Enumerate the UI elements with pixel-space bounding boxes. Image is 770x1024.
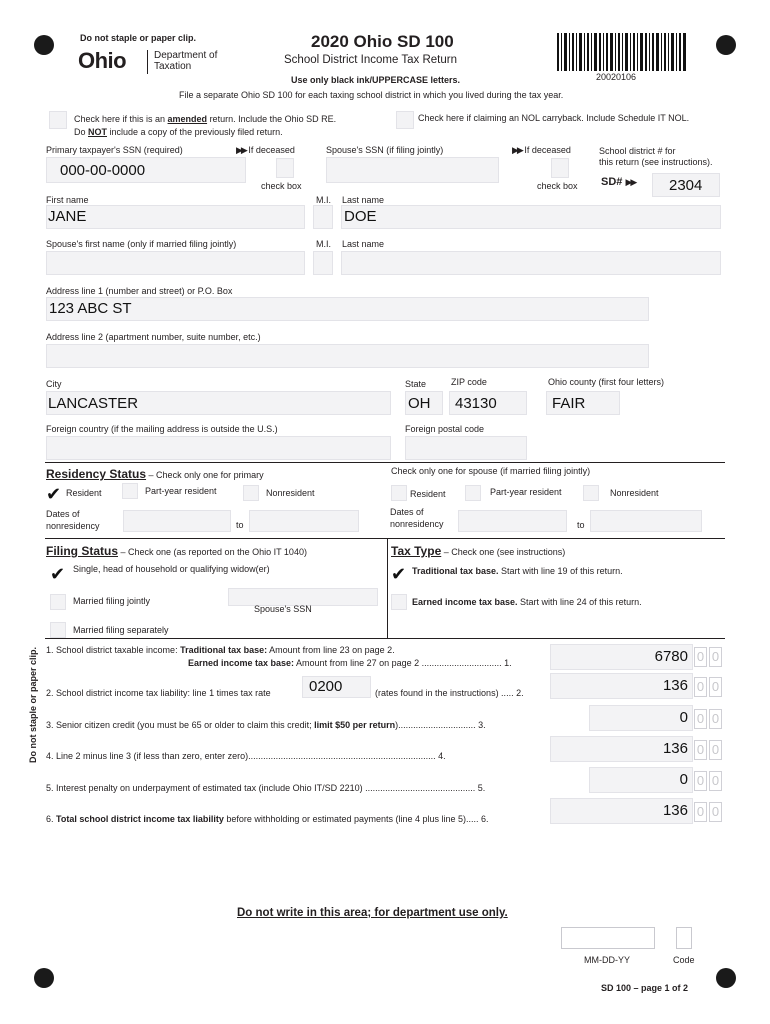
residency-heading: Residency Status – Check only one for primary bbox=[46, 467, 264, 481]
first-name-value: JANE bbox=[48, 208, 87, 225]
part-year-checkbox[interactable] bbox=[122, 483, 138, 499]
line1-value: 6780 bbox=[654, 648, 688, 665]
registration-mark bbox=[34, 968, 54, 988]
dept-use-note: Do not write in this area; for department use only. bbox=[237, 907, 508, 919]
barcode-number: 20020106 bbox=[596, 72, 637, 82]
school-district-label: School district # for this return (see instructions). bbox=[599, 146, 713, 167]
line5-cents: 0 0 bbox=[694, 771, 724, 793]
date-box[interactable] bbox=[561, 927, 655, 949]
ssn-value: 000-00-0000 bbox=[60, 162, 146, 179]
amended-checkbox[interactable] bbox=[49, 111, 67, 129]
foreign-country-field[interactable] bbox=[46, 436, 391, 460]
staple-note: Do not staple or paper clip. bbox=[80, 33, 197, 43]
spouse-ssn-label: Spouse's SSN (if filing jointly) bbox=[326, 145, 444, 155]
part-year-label: Part-year resident bbox=[145, 486, 217, 496]
state-label: State bbox=[405, 379, 427, 389]
mi-label: M.I. bbox=[316, 195, 331, 205]
last-name-value: DOE bbox=[344, 208, 377, 225]
ssn-label: Primary taxpayer's SSN (required) bbox=[46, 145, 183, 155]
line6-value: 136 bbox=[662, 802, 688, 819]
registration-mark bbox=[716, 35, 736, 55]
logo-divider bbox=[147, 50, 148, 74]
address1-label: Address line 1 (number and street) or P.O. Box bbox=[46, 286, 233, 296]
line1-cents: 0 0 bbox=[694, 647, 724, 669]
resident-label: Resident bbox=[66, 488, 102, 498]
address2-field[interactable] bbox=[46, 344, 649, 368]
last-name-label: Last name bbox=[342, 195, 385, 205]
zip-value: 43130 bbox=[455, 395, 497, 412]
spouse-dates-to-field[interactable] bbox=[590, 510, 702, 532]
first-name-label: First name bbox=[46, 195, 89, 205]
spouse-resident-checkbox[interactable] bbox=[391, 485, 407, 501]
line5-text: 5. Interest penalty on underpayment of estimated tax (include Ohio IT/SD 2210) ............................................ 5. bbox=[46, 783, 486, 793]
registration-mark bbox=[34, 35, 54, 55]
side-staple-note: Do not staple or paper clip. bbox=[28, 647, 38, 764]
address1-field[interactable] bbox=[46, 297, 649, 321]
traditional-check[interactable]: ✔ bbox=[391, 564, 407, 584]
state-value: OH bbox=[408, 395, 431, 412]
dates-to-label: to bbox=[236, 520, 244, 530]
line2-text: 2. School district income tax liability: line 1 times tax rate bbox=[46, 688, 271, 698]
form-title: 2020 Ohio SD 100 bbox=[311, 32, 454, 51]
line3-cents: 0 0 bbox=[694, 709, 724, 731]
filing-heading: Filing Status – Check one (as reported on the Ohio IT 1040) bbox=[46, 544, 307, 558]
line3-text: 3. Senior citizen credit (you must be 65 or older to claim this credit; limit $50 per return)............................... 3. bbox=[46, 720, 486, 730]
address1-value: 123 ABC ST bbox=[49, 300, 132, 317]
spouse-part-year-label: Part-year resident bbox=[490, 487, 562, 497]
spouse-mi-label: M.I. bbox=[316, 239, 331, 249]
school-district-value: 2304 bbox=[669, 177, 703, 194]
ohio-logo bbox=[78, 48, 126, 74]
section-rule bbox=[45, 462, 725, 463]
city-value: LANCASTER bbox=[48, 395, 139, 412]
section-rule bbox=[45, 638, 725, 639]
married-joint-label: Married filing jointly bbox=[73, 596, 151, 606]
barcode-graphic bbox=[557, 33, 687, 71]
code-box[interactable] bbox=[676, 927, 692, 949]
spouse-first-field[interactable] bbox=[46, 251, 305, 275]
date-label: MM-DD-YY bbox=[584, 955, 630, 965]
married-joint-checkbox[interactable] bbox=[50, 594, 66, 610]
page-label: SD 100 – page 1 of 2 bbox=[601, 983, 689, 993]
tax-rate-value: 0200 bbox=[309, 678, 343, 695]
sd-prefix: SD# ▶▶ bbox=[601, 176, 636, 188]
spouse-resident-label: Resident bbox=[410, 489, 446, 499]
barcode bbox=[557, 33, 687, 71]
mi-field[interactable] bbox=[313, 205, 333, 229]
spouse-last-label: Last name bbox=[342, 239, 385, 249]
married-separate-checkbox[interactable] bbox=[50, 622, 66, 638]
foreign-postal-label: Foreign postal code bbox=[405, 424, 485, 434]
earned-label: Earned income tax base. Start with line 24 of this return. bbox=[412, 597, 642, 607]
spouse-check-box-label: check box bbox=[537, 181, 578, 191]
single-label: Single, head of household or qualifying widow(er) bbox=[73, 564, 270, 574]
earned-checkbox[interactable] bbox=[391, 594, 407, 610]
spouse-nonresident-checkbox[interactable] bbox=[583, 485, 599, 501]
spouse-dates-to-label: to bbox=[577, 520, 585, 530]
line2-rest: (rates found in the instructions) ..... 2. bbox=[375, 688, 524, 698]
spouse-dates-label: Dates of nonresidency bbox=[390, 507, 444, 529]
nol-checkbox[interactable] bbox=[396, 111, 414, 129]
traditional-label: Traditional tax base. Start with line 19 of this return. bbox=[412, 566, 623, 576]
spouse-last-field[interactable] bbox=[341, 251, 721, 275]
county-value: FAIR bbox=[552, 395, 586, 412]
spouse-dates-from-field[interactable] bbox=[458, 510, 567, 532]
spouse-mi-field[interactable] bbox=[313, 251, 333, 275]
line5-value: 0 bbox=[679, 771, 688, 788]
line2-value: 136 bbox=[662, 677, 688, 694]
last-name-field[interactable] bbox=[341, 205, 721, 229]
dates-to-field[interactable] bbox=[249, 510, 359, 532]
line2-cents: 0 0 bbox=[694, 677, 724, 699]
nonresident-checkbox[interactable] bbox=[243, 485, 259, 501]
line6-cents: 0 0 bbox=[694, 802, 724, 824]
amended-label: Check here if this is an amended return. Include the Ohio SD RE. Do NOT include a copy of the previously filed return. bbox=[74, 114, 337, 137]
section-divider bbox=[387, 538, 388, 638]
check-box-label: check box bbox=[261, 181, 302, 191]
residency-spouse-heading: Check only one for spouse (if married filing jointly) bbox=[391, 466, 591, 476]
nol-label: Check here if claiming an NOL carryback. Include Schedule IT NOL. bbox=[418, 113, 690, 123]
zip-label: ZIP code bbox=[451, 377, 487, 387]
deceased-checkbox[interactable] bbox=[276, 158, 294, 178]
nonresident-label: Nonresident bbox=[266, 488, 315, 498]
code-label: Code bbox=[673, 955, 695, 965]
registration-mark bbox=[716, 968, 736, 988]
line4-cents: 0 0 bbox=[694, 740, 724, 762]
dates-from-field[interactable] bbox=[123, 510, 231, 532]
county-label: Ohio county (first four letters) bbox=[548, 377, 665, 387]
spouse-deceased-label: ▶▶ If deceased bbox=[512, 145, 571, 155]
tax-type-heading: Tax Type – Check one (see instructions) bbox=[391, 544, 566, 558]
line4-text: 4. Line 2 minus line 3 (if less than zero, enter zero)........................................................................... 4. bbox=[46, 751, 446, 761]
foreign-postal-field[interactable] bbox=[405, 436, 527, 460]
logo-dept: Department of Taxation bbox=[154, 50, 218, 72]
spouse-deceased-checkbox[interactable] bbox=[551, 158, 569, 178]
line1-text: 1. School district taxable income: Traditional tax base: Amount from line 23 on page 2. Earned income tax base: Amount from line 27 on page 2 ................................ 1. bbox=[46, 645, 512, 668]
section-rule bbox=[45, 538, 725, 539]
form-subtitle: School District Income Tax Return bbox=[284, 54, 457, 66]
spouse-ssn-field[interactable] bbox=[326, 157, 499, 183]
filing-spouse-ssn-label: Spouse's SSN bbox=[254, 604, 312, 614]
single-check[interactable]: ✔ bbox=[50, 564, 66, 584]
foreign-country-label: Foreign country (if the mailing address is outside the U.S.) bbox=[46, 424, 278, 434]
deceased-label: ▶▶ If deceased bbox=[236, 145, 295, 155]
married-separate-label: Married filing separately bbox=[73, 625, 169, 635]
city-label: City bbox=[46, 379, 62, 389]
separate-note: File a separate Ohio SD 100 for each taxing school district in which you lived during the tax year. bbox=[179, 90, 564, 100]
ink-note: Use only black ink/UPPERCASE letters. bbox=[291, 75, 461, 85]
spouse-nonresident-label: Nonresident bbox=[610, 488, 659, 498]
line4-value: 136 bbox=[662, 740, 688, 757]
spouse-part-year-checkbox[interactable] bbox=[465, 485, 481, 501]
line6-text: 6. Total school district income tax liability before withholding or estimated payments (line 4 plus line 5)..... 6. bbox=[46, 814, 489, 824]
resident-check[interactable]: ✔ bbox=[46, 484, 62, 504]
line3-value: 0 bbox=[679, 709, 688, 726]
dates-label: Dates of nonresidency bbox=[46, 509, 100, 531]
spouse-first-label: Spouse's first name (only if married filing jointly) bbox=[46, 239, 237, 249]
address2-label: Address line 2 (apartment number, suite number, etc.) bbox=[46, 332, 261, 342]
ohio-logo-text: Ohio bbox=[78, 48, 127, 73]
